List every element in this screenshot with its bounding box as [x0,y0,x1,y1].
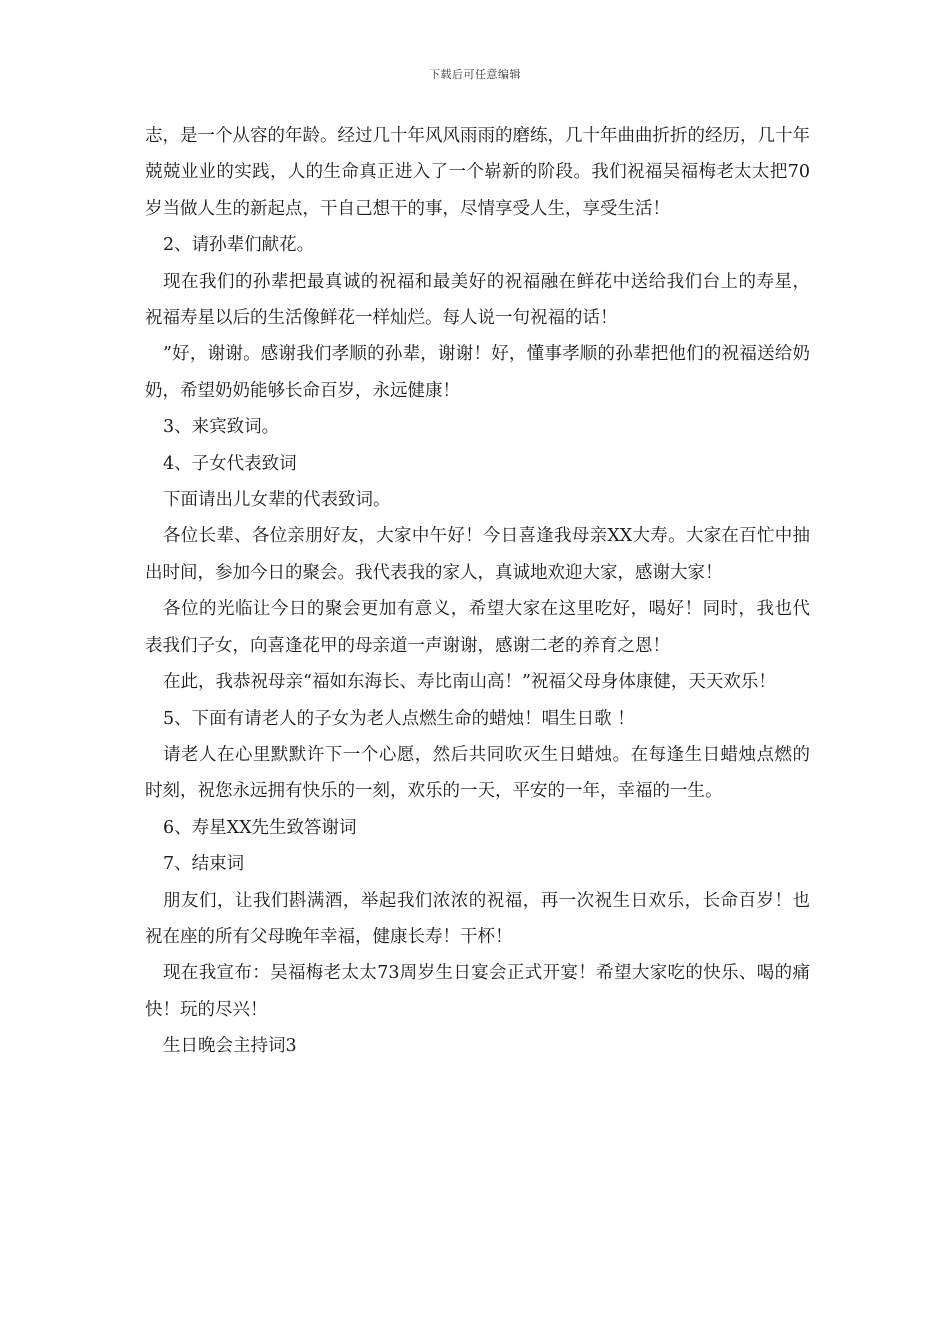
paragraph: 现在我宣布：吴福梅老太太73周岁生日宴会正式开宴！希望大家吃的快乐、喝的痛快！玩的尽兴！ [145,963,810,1020]
paragraph: 各位的光临让今日的聚会更加有意义，希望大家在这里吃好，喝好！同时，我也代表我们子女，向喜逢花甲的母亲道一声谢谢，感谢二老的养育之恩！ [145,599,810,656]
paragraph: 朋友们，让我们斟满酒，举起我们浓浓的祝福，再一次祝生日欢乐，长命百岁！也祝在座的所有父母晚年幸福，健康长寿！干杯！ [145,890,810,947]
paragraph: 各位长辈、各位亲朋好友，大家中午好！今日喜逢我母亲XX大寿。大家在百忙中抽出时间，参加今日的聚会。我代表我的家人，真诚地欢迎大家，感谢大家！ [145,526,810,583]
section-heading: 7、结束词 [163,854,245,875]
paragraph: 在此，我恭祝母亲“福如东海长、寿比南山高！”祝福父母身体康健，天天欢乐！ [163,672,776,693]
section-heading: 6、寿星XX先生致答谢词 [163,817,357,838]
paragraph: 请老人在心里默默许下一个心愿，然后共同吹灭生日蜡烛。在每逢生日蜡烛点燃的时刻，祝您永远拥有快乐的一刻，欢乐的一天，平安的一年，幸福的一生。 [145,744,810,802]
section-heading: 生日晚会主持词3 [163,1036,297,1057]
section-heading: 3、来宾致词。 [163,417,280,438]
section-heading: 4、子女代表致词 [163,453,297,474]
section-heading: 2、请孙辈们献花。 [163,235,315,256]
paragraph: 现在我们的孙辈把最真诚的祝福和最美好的祝福融在鲜花中送给我们台上的寿星，祝福寿星以后的生活像鲜花一样灿烂。每人说一句祝福的话！ [145,271,810,329]
page-header: 下载后可任意编辑 [429,68,521,81]
section-heading: 5、下面有请老人的子女为老人点燃生命的蜡烛！唱生日歌 ！ [163,708,635,729]
paragraph: 下面请出儿女辈的代表致词。 [163,490,391,511]
paragraph: ”好，谢谢。感谢我们孝顺的孙辈，谢谢！好，懂事孝顺的孙辈把他们的祝福送给奶奶，希望奶奶能够长命百岁，永远健康！ [145,344,810,401]
paragraph: 志，是一个从容的年龄。经过几十年风风雨雨的磨练，几十年曲曲折折的经历，几十年兢兢业业的实践，人的生命真正进入了一个崭新的阶段。我们祝福吴福梅老太太把70岁当做人生的新起点，干自己想干的事，尽情享受人生，享受生活！ [145,126,810,219]
document-body [145,118,810,1065]
